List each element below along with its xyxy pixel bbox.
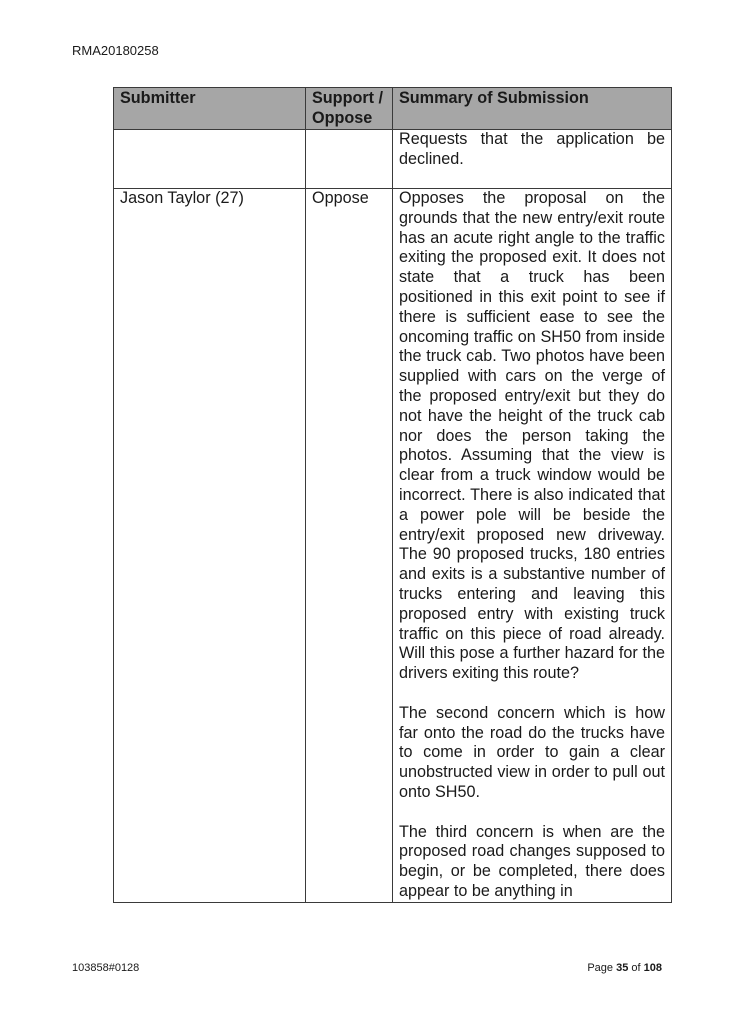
page-label: Page [587,962,614,974]
summary-paragraph: Opposes the proposal on the grounds that the new entry/exit route has an acute right angle to the traffic exiting the proposed exit. It does not state that a truck has been positioned in this exit point to see if there is sufficient ease to see the oncoming traffic on SH50 from inside the truck cab. Two photos have been supplied with cars on the verge of the proposed entry/exit but they do not have the height of the truck cab nor does the person taking the photos. Assuming that the view is clear from a truck window would be incorrect. There is also indicated that a power pole will be beside the entry/exit proposed new driveway. The 90 proposed trucks, 180 entries and exits is a substantive number of trucks entering and leaving this proposed entry with existing truck traffic on this piece of road already. Will this pose a further hazard for the drivers exiting this route? [399,189,665,683]
summary-cell [393,189,672,903]
column-header-submitter: Submitter [114,88,306,130]
position-cell [306,130,393,189]
paragraph-spacer [399,684,665,704]
current-page: 35 [616,962,629,974]
of-label: of [631,962,641,974]
submissions-table [113,87,672,903]
summary-paragraph: The third concern is when are the proposed road changes supposed to begin, or be completed, there does appear to be anything in [399,822,665,900]
table-row [114,130,672,189]
table-row [114,189,672,903]
footer-page-number [587,962,662,974]
total-pages: 108 [643,962,662,974]
paragraph-spacer [399,803,665,823]
column-header-support-oppose: Support / Oppose [306,88,393,130]
summary-paragraph: Requests that the application be declined. [399,130,665,168]
position-cell: Oppose [306,189,393,903]
summary-cell [393,130,672,189]
summary-paragraph: The second concern which is how far onto the road do the trucks have to come in order to gain a clear unobstructed view in order to pull out onto SH50. [399,703,665,801]
submitter-cell [114,130,306,189]
submitter-cell: Jason Taylor (27) [114,189,306,903]
document-reference: RMA20180258 [72,43,159,58]
table-header-row [114,88,672,130]
footer-document-id: 103858#0128 [72,962,140,974]
column-header-summary: Summary of Submission [393,88,672,130]
